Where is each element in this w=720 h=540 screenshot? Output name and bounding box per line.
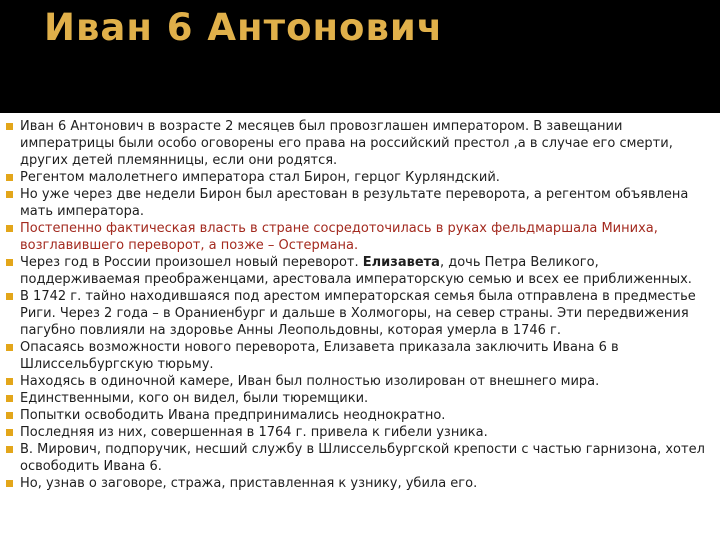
square-bullet-icon xyxy=(6,446,13,453)
bullet-text: Попытки освободить Ивана предпринимались неоднократно. xyxy=(20,408,446,423)
square-bullet-icon xyxy=(6,191,13,198)
square-bullet-icon xyxy=(6,395,13,402)
square-bullet-icon xyxy=(6,123,13,130)
bullet-item xyxy=(6,186,712,220)
bullet-text: Находясь в одиночной камере, Иван был полностью изолирован от внешнего мира. xyxy=(20,374,600,389)
bullet-text: Регентом малолетнего императора стал Бирон, герцог Курляндский. xyxy=(20,170,500,185)
square-bullet-icon xyxy=(6,293,13,300)
square-bullet-icon xyxy=(6,429,13,436)
bullet-item xyxy=(6,424,712,441)
bullet-text: Но, узнав о заговоре, стража, приставленная к узнику, убила его. xyxy=(20,476,478,491)
bullet-text-part: , дочь Петра Великого, поддерживаемая преображенцами, арестовала императорскую семью и всех ее приближенных. xyxy=(20,255,692,287)
bullet-item xyxy=(6,441,712,475)
bullet-text: Опасаясь возможности нового переворота, Елизавета приказала заключить Ивана 6 в Шлиссельбургскую тюрьму. xyxy=(20,340,619,372)
bullet-item xyxy=(6,339,712,373)
bullet-text: Постепенно фактическая власть в стране сосредоточилась в руках фельдмаршала Миниха, возглавившего переворот, а позже – Остермана. xyxy=(20,221,658,253)
square-bullet-icon xyxy=(6,480,13,487)
square-bullet-icon xyxy=(6,225,13,232)
bullet-text xyxy=(20,255,692,287)
bullet-text: Единственными, кого он видел, были тюремщики. xyxy=(20,391,369,406)
bullet-item xyxy=(6,169,712,186)
bullet-item xyxy=(6,288,712,339)
bullet-list xyxy=(6,118,712,492)
bullet-text-part: Через год в России произошел новый переворот. xyxy=(20,255,363,270)
square-bullet-icon xyxy=(6,259,13,266)
bullet-item xyxy=(6,475,712,492)
square-bullet-icon xyxy=(6,344,13,351)
square-bullet-icon xyxy=(6,378,13,385)
title-banner xyxy=(0,0,720,113)
bullet-item-highlighted xyxy=(6,220,712,254)
bullet-item xyxy=(6,390,712,407)
bullet-text: Но уже через две недели Бирон был арестован в результате переворота, а регентом объявлена мать императора. xyxy=(20,187,689,219)
bullet-item xyxy=(6,118,712,169)
bullet-item xyxy=(6,254,712,288)
square-bullet-icon xyxy=(6,412,13,419)
bullet-item xyxy=(6,373,712,390)
square-bullet-icon xyxy=(6,174,13,181)
bullet-text: Иван 6 Антонович в возрасте 2 месяцев был провозглашен императором. В завещании императрицы были особо оговорены его права на российский престол ,а в случае его смерти, других детей племянницы, если они родятся. xyxy=(20,119,673,168)
bullet-text: Последняя из них, совершенная в 1764 г. привела к гибели узника. xyxy=(20,425,488,440)
bullet-bold-name: Елизавета xyxy=(362,255,440,270)
slide-title: Иван 6 Антонович xyxy=(44,6,444,49)
bullet-item xyxy=(6,407,712,424)
bullet-text: В 1742 г. тайно находившаяся под арестом императорская семья была отправлена в предместье Риги. Через 2 года – в Ораниенбург и дальше в Холмогоры, на север страны. Эти передвижения пагубно повлияли на здоровье Анны Леопольдовны, которая умерла в 1746 г. xyxy=(20,289,696,338)
bullet-text: В. Мирович, подпоручик, несший службу в Шлиссельбургской крепости с частью гарнизона, хотел освободить Ивана 6. xyxy=(20,442,705,474)
